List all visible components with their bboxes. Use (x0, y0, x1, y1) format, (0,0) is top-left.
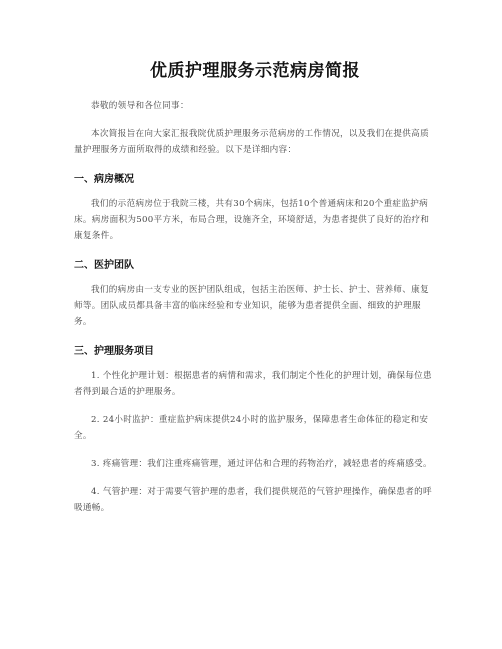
service-item-pain-management: 3. 疼痛管理：我们注重疼痛管理，通过评估和合理的药物治疗，减轻患者的疼痛感受。 (91, 459, 432, 469)
ward-overview-paragraph: 我们的示范病房位于我院三楼，共有30个病床，包括10个普通病床和20个重症监护病床。病房面积为500平方米，布局合理，设施齐全，环境舒适，为患者提供了良好的治疗和康复条件。 (74, 199, 430, 241)
section-heading-medical-team: 二、医护团队 (74, 260, 134, 271)
service-item-24h-monitoring: 2. 24小时监护：重症监护病床提供24小时的监护服务，保障患者生命体征的稳定和安全。 (74, 415, 429, 441)
document-title: 优质护理服务示范病房简报 (150, 61, 360, 81)
service-item-personalized-plan: 1. 个性化护理计划：根据患者的病情和需求，我们制定个性化的护理计划，确保每位患者得到最合适的护理服务。 (74, 371, 432, 397)
section-heading-nursing-services: 三、护理服务项目 (74, 346, 154, 357)
greeting-text: 恭敬的领导和各位同事： (91, 101, 189, 111)
section-heading-ward-overview: 一、病房概况 (74, 174, 134, 185)
medical-team-paragraph: 我们的病房由一支专业的医护团队组成，包括主治医师、护士长、护士、营养师、康复师等。团队成员都具备丰富的临床经验和专业知识，能够为患者提供全面、细致的护理服务。 (74, 285, 429, 327)
service-item-airway-care: 4. 气管护理：对于需要气管护理的患者，我们提供规范的气管护理操作，确保患者的呼吸通畅。 (74, 487, 432, 513)
intro-paragraph: 本次简报旨在向大家汇报我院优质护理服务示范病房的工作情况，以及我们在提供高质量护理服务方面所取得的成绩和经验。以下是详细内容： (74, 129, 429, 155)
